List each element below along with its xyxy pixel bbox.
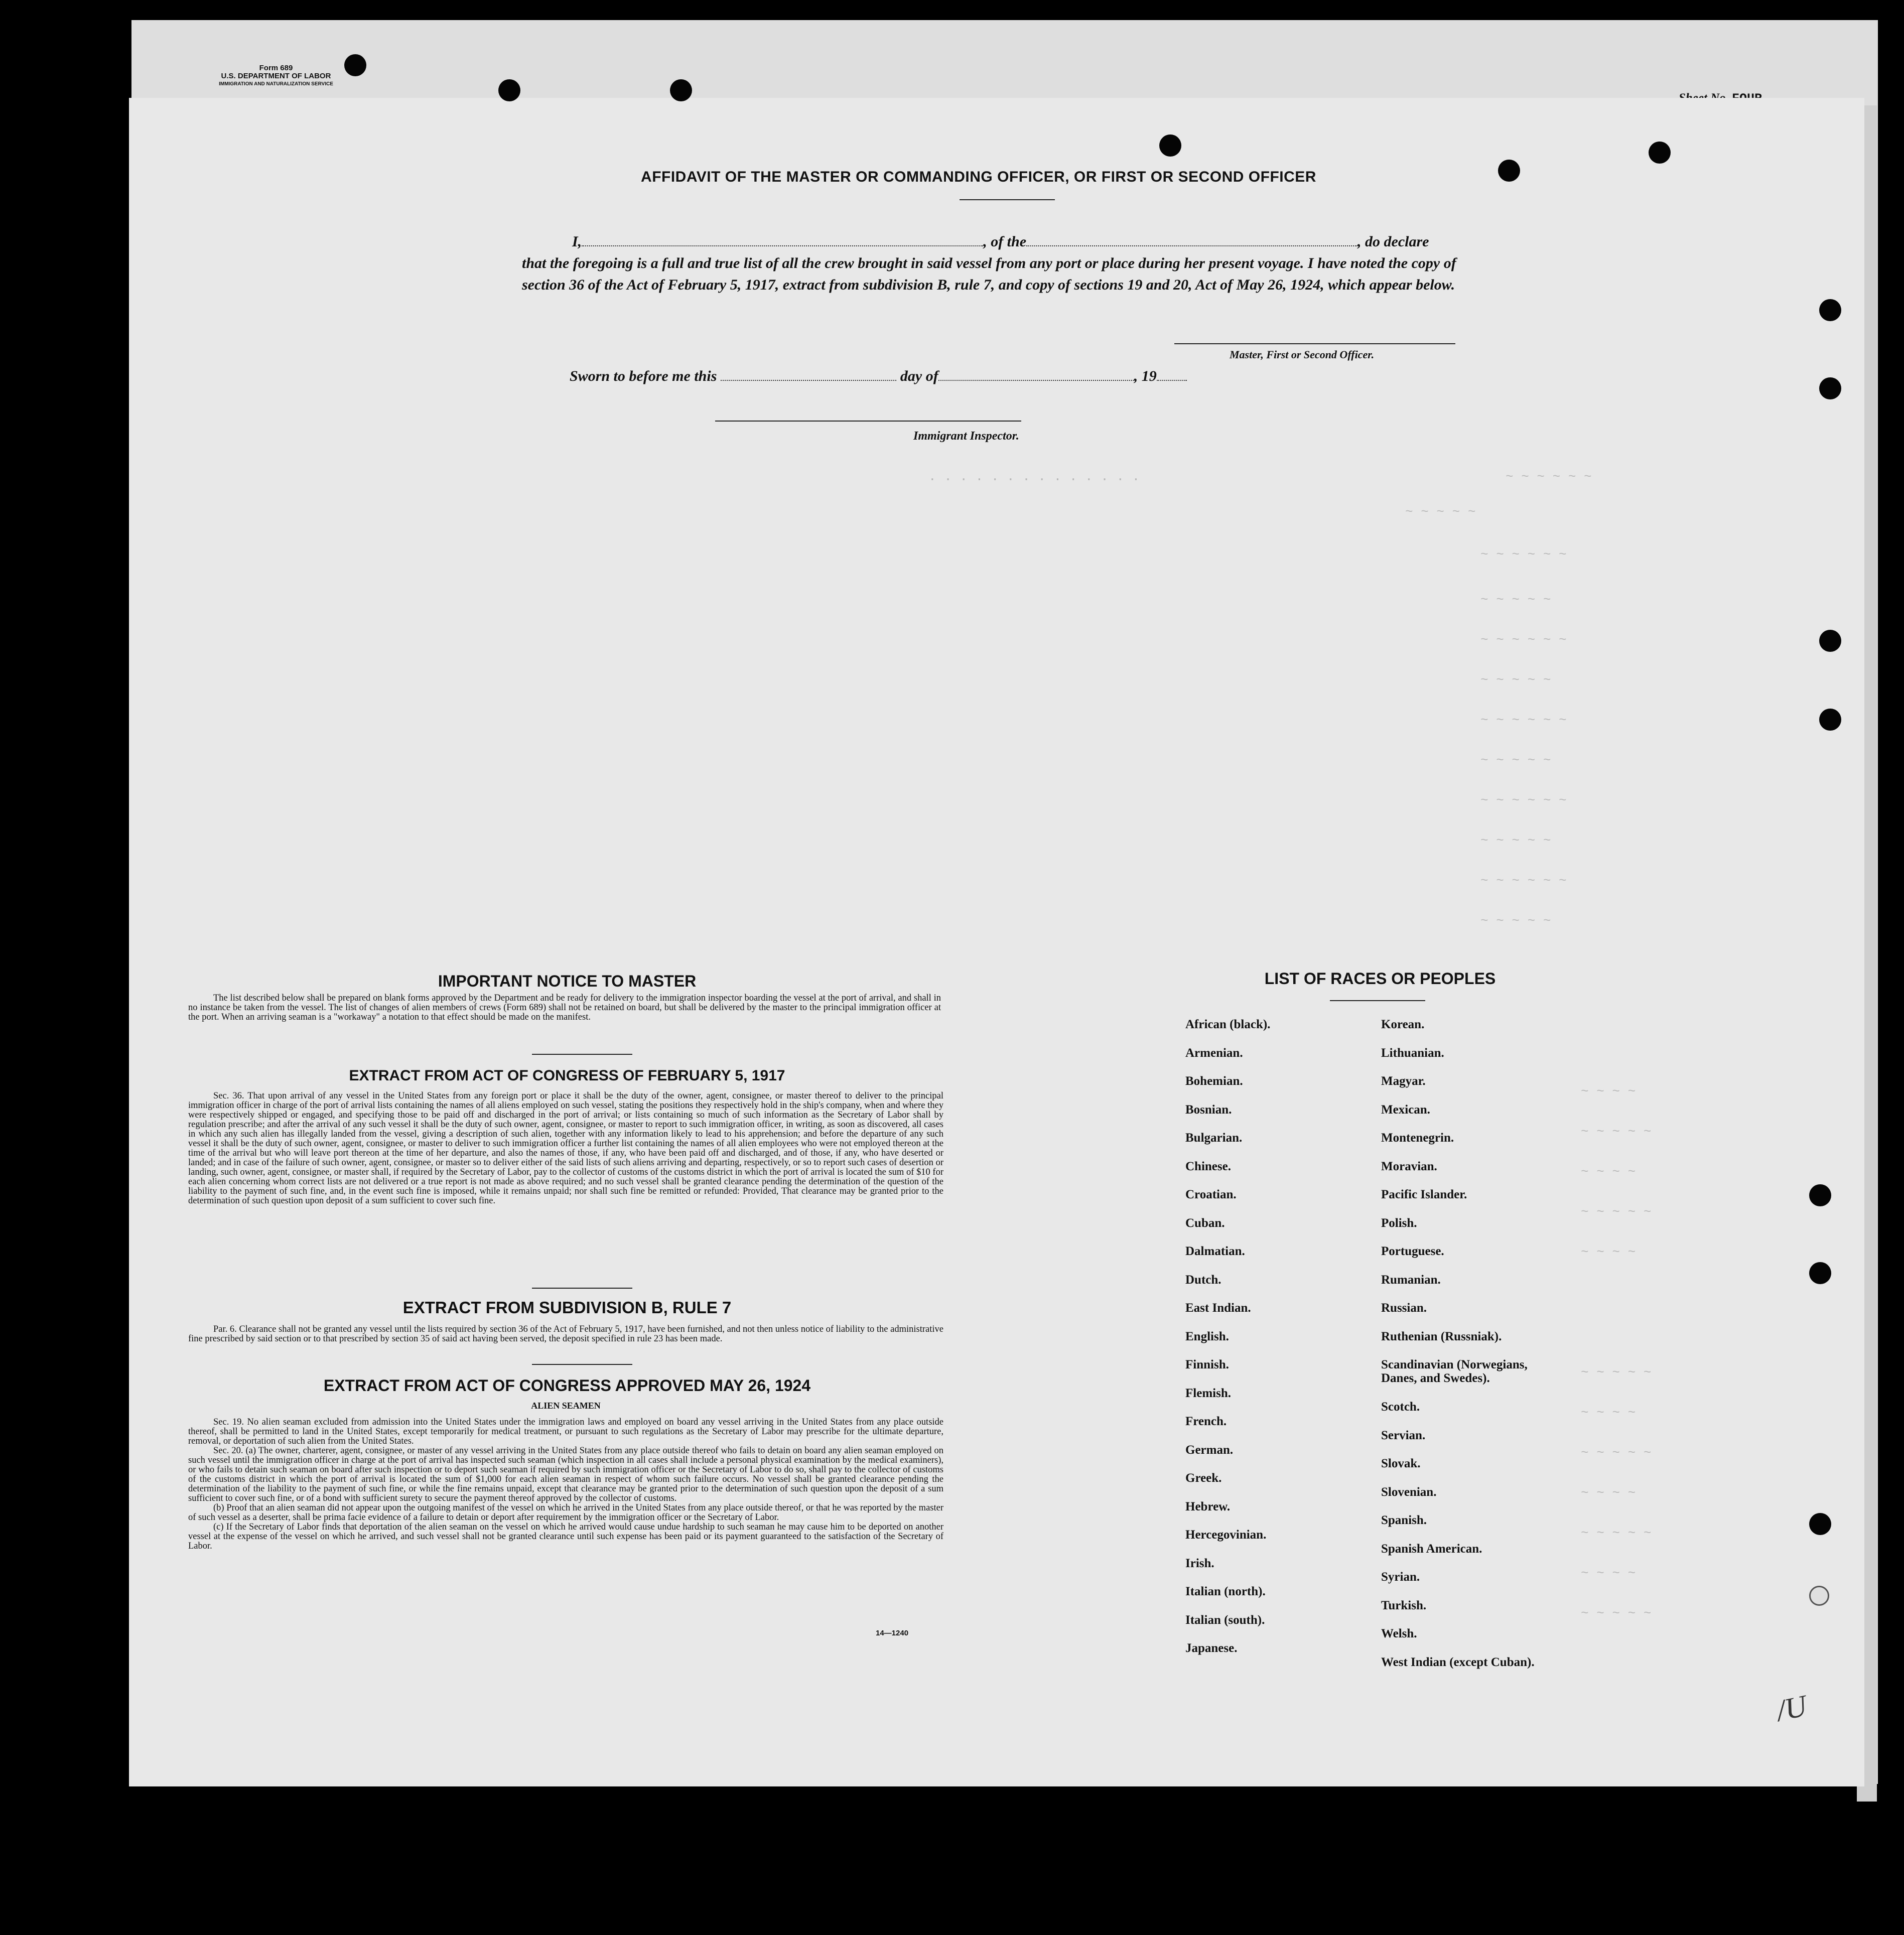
race-item: Slovenian. (1381, 1485, 1437, 1499)
bleed-through-text: ~ ~ ~ ~ ~ ~ (1480, 547, 1567, 562)
race-item: Italian (south). (1185, 1613, 1265, 1627)
race-item: Dalmatian. (1185, 1245, 1245, 1258)
race-item: West Indian (except Cuban). (1381, 1655, 1535, 1669)
race-item: Italian (north). (1185, 1585, 1266, 1598)
race-item: Croatian. (1185, 1188, 1237, 1201)
punch-hole-icon (1809, 1184, 1831, 1206)
race-item: Armenian. (1185, 1046, 1243, 1060)
bleed-through-text: ~ ~ ~ ~ (1581, 1566, 1636, 1581)
section-20b-paragraph: (b) Proof that an alien seaman did not appear upon the outgoing manifest of the vessel on which he arrived in the United States from any place outside thereof, or that he was reported by the master of such vessel as a deserter, shall be prima facie evidence of a failure to detain or deport after requirement by the immigration officer or the Secretary of Labor. (188, 1503, 943, 1523)
race-item: Magyar. (1381, 1074, 1426, 1088)
race-item: Bosnian. (1185, 1102, 1232, 1117)
inspector-signature-line[interactable] (715, 421, 1021, 422)
notice-text (188, 994, 941, 1022)
master-signature-caption: Master, First or Second Officer. (1230, 348, 1375, 361)
declarant-prefix: I, (572, 233, 582, 250)
race-item: Ruthenian (Russniak). (1381, 1329, 1502, 1343)
extract-rule7-text (188, 1325, 943, 1344)
bleed-through-text: ~ ~ ~ ~ ~ (1480, 592, 1551, 607)
race-item: Portuguese. (1381, 1245, 1444, 1258)
form-code: 14—1240 (876, 1629, 909, 1637)
race-item: African (black). (1185, 1018, 1271, 1031)
bleed-through-text: ~ ~ ~ ~ ~ (1405, 504, 1476, 519)
race-item: Lithuanian. (1381, 1046, 1444, 1060)
race-item: Pacific Islander. (1381, 1188, 1467, 1201)
punch-hole-icon (1819, 377, 1841, 399)
form-number: Form 689 (259, 64, 293, 72)
bleed-through-text: ~ ~ ~ ~ ~ (1480, 913, 1551, 928)
declarant-name-field[interactable] (582, 235, 983, 246)
race-item: Turkish. (1381, 1598, 1427, 1612)
sworn-year-field[interactable] (1157, 370, 1187, 381)
bleed-through-text: ~ ~ ~ ~ ~ (1480, 672, 1551, 687)
punch-hole-icon (1809, 1513, 1831, 1535)
bleed-through-text: ~ ~ ~ ~ (1581, 1485, 1636, 1500)
bleed-through-text: ~ ~ ~ ~ ~ (1581, 1124, 1652, 1139)
race-item: Korean. (1381, 1018, 1425, 1031)
punch-hole-icon (1159, 134, 1181, 157)
sworn-prefix: Sworn to before me this (570, 368, 717, 384)
form-header (191, 64, 361, 88)
race-item: Welsh. (1381, 1627, 1417, 1640)
races-title: LIST OF RACES OR PEOPLES (1264, 970, 1496, 988)
race-item: Finnish. (1185, 1358, 1229, 1371)
race-item: Dutch. (1185, 1273, 1221, 1287)
race-item: Greek. (1185, 1471, 1222, 1485)
race-item: East Indian. (1185, 1301, 1251, 1315)
punch-hole-icon (670, 79, 692, 101)
sworn-day-label: day of (900, 368, 938, 384)
bleed-through-text: ~ ~ ~ ~ ~ (1480, 833, 1551, 848)
rule7-paragraph: Par. 6. Clearance shall not be granted any vessel until the lists required by section 36 of the Act of February 5, 1917, have been furnished, and not then unless notice of liability to the administrative fine prescribed by said section or to that prescribed by section 35 of said act having been served, the deposit specified in rule 23 has been made. (188, 1324, 943, 1344)
race-item: Russian. (1381, 1301, 1427, 1315)
section-divider (532, 1364, 632, 1365)
sworn-month-field[interactable] (938, 370, 1134, 381)
bleed-through-text: ~ ~ ~ ~ ~ (1581, 1526, 1652, 1541)
punch-hole-icon (1819, 709, 1841, 731)
punch-hole-icon (1498, 160, 1520, 182)
race-item: Syrian. (1381, 1570, 1420, 1584)
race-item: Hercegovinian. (1185, 1528, 1267, 1542)
notice-paragraph: The list described below shall be prepared on blank forms approved by the Department and be ready for delivery to the immigration inspector boarding the vessel at the port of arrival, and shall in no instance be taken from the vessel. The list of changes of alien members of crews (Form 689) shall not be retained on board, but shall be delivered by the master to the principal immigration officer at the port. When an arriving seaman is a "workaway" a notation to that effect should be made on the manifest. (188, 993, 941, 1022)
bleed-through-text: ~ ~ ~ ~ (1581, 1245, 1636, 1260)
section-19-paragraph: Sec. 19. No alien seaman excluded from admission into the United States under the immigration laws and employed on board any vessel arriving in the United States from any place outside thereof, shall be permitted to land in the United States, except temporarily for medical treatment, or pursuant to such regulations as the Secretary of Labor may prescribe for the ultimate departure, removal, or deportation of such alien from the United States. (188, 1417, 943, 1446)
declaration-first-line (522, 231, 1495, 252)
vessel-name-field[interactable] (1026, 235, 1357, 246)
race-item: Scotch. (1381, 1400, 1420, 1414)
punch-hole-icon (1809, 1262, 1831, 1284)
declaration-body: that the foregoing is a full and true list of all the crew brought in said vessel from any port or place during her present voyage. I have noted the copy of section 36 of the Act of February 5, 1917, extract from subdivision B, rule 7, and copy of sections 19 and 20, Act of May 26, 1924, which appear below. (522, 255, 1456, 293)
punch-hole-icon (1809, 1586, 1829, 1606)
bleed-through-text: ~ ~ ~ ~ (1581, 1164, 1636, 1179)
race-item: Hebrew. (1185, 1499, 1231, 1513)
race-item: Moravian. (1381, 1159, 1437, 1173)
extract-1924-subtitle: ALIEN SEAMEN (531, 1401, 601, 1411)
punch-hole-icon (1819, 299, 1841, 321)
race-item: Spanish. (1381, 1513, 1427, 1527)
race-item: Irish. (1185, 1556, 1214, 1570)
race-item: Polish. (1381, 1216, 1417, 1230)
declarant-of-the: , of the (983, 233, 1027, 250)
race-item: Japanese. (1185, 1641, 1238, 1655)
bleed-through-text: ~ ~ ~ ~ ~ ~ (1506, 469, 1592, 484)
sworn-statement (570, 368, 1187, 385)
race-item: Bohemian. (1185, 1074, 1243, 1088)
races-title-underline (1330, 1000, 1425, 1001)
bleed-through-text: ~ ~ ~ ~ (1581, 1084, 1636, 1099)
inspector-caption: Immigrant Inspector. (913, 430, 1019, 443)
handwritten-mark-icon: /U (1773, 1689, 1810, 1728)
bleed-through-text: ~ ~ ~ ~ ~ (1581, 1445, 1652, 1460)
punch-hole-icon (1649, 142, 1671, 164)
race-item: Bulgarian. (1185, 1131, 1243, 1145)
extract-1924-title: EXTRACT FROM ACT OF CONGRESS APPROVED MAY 26, 1924 (323, 1376, 811, 1395)
race-item: German. (1185, 1443, 1234, 1457)
extract-rule7-title: EXTRACT FROM SUBDIVISION B, RULE 7 (402, 1298, 732, 1317)
section-20a-paragraph: Sec. 20. (a) The owner, charterer, agent, consignee, or master of any vessel arriving in the United States from any place outside thereof who fails to detain on board any alien seaman employed on such vessel until the immigration officer in charge at the port of arrival has inspected such seaman (which inspection in all cases shall include a personal physical examination by the medical examiners), or who fails to detain such seaman on board after such inspection or to deport such seaman if required by such immigration officer or the Secretary of Labor to do so, shall pay to the collector of customs of the customs district in which the port of arrival is located the sum of $1,000 for each alien seaman in respect of whom such failure occurs. No vessel shall be granted clearance pending the determination of the liability to the payment of such fine, or while the fine remains unpaid, except that clearance may be granted prior to the determination of such question upon the deposit of a sum sufficient to cover such fine, or of a bond with sufficient surety to secure the payment thereof approved by the collector of customs. (188, 1446, 943, 1503)
race-item: Scandinavian (Norwegians, Danes, and Swedes). (1381, 1358, 1528, 1385)
title-underline (960, 199, 1055, 200)
bleed-through-text: ~ ~ ~ ~ (1581, 1405, 1636, 1420)
extract-1917-text (188, 1091, 943, 1206)
race-item: Cuban. (1185, 1216, 1225, 1230)
extract-1917-title: EXTRACT FROM ACT OF CONGRESS OF FEBRUARY 5, 1917 (349, 1067, 785, 1084)
bleed-through-text: ~ ~ ~ ~ ~ ~ (1480, 793, 1567, 808)
race-item: Servian. (1381, 1428, 1426, 1442)
bleed-through-text: ~ ~ ~ ~ ~ ~ (1480, 632, 1567, 647)
section-20c-paragraph: (c) If the Secretary of Labor finds that deportation of the alien seaman on the vessel on which he arrived would cause undue hardship to such seaman he may cause him to be deported on another vessel at the expense of the vessel on which he arrived, and such vessel shall not be granted clearance until such expense has been paid or its payment guaranteed to the satisfaction of the Secretary of Labor. (188, 1522, 943, 1551)
extract-1924-text (188, 1418, 943, 1551)
affidavit-title: AFFIDAVIT OF THE MASTER OR COMMANDING OFFICER, OR FIRST OR SECOND OFFICER (641, 169, 1316, 185)
bleed-through-text: ~ ~ ~ ~ ~ (1581, 1365, 1652, 1380)
affidavit-declaration (522, 231, 1495, 296)
race-item: Mexican. (1381, 1102, 1430, 1117)
race-item: French. (1185, 1415, 1227, 1428)
bleed-through-text: ~ ~ ~ ~ ~ (1581, 1204, 1652, 1219)
section-divider (532, 1288, 632, 1289)
race-item: Rumanian. (1381, 1273, 1441, 1287)
race-item: Slovak. (1381, 1457, 1421, 1470)
bleed-through-text: ~ ~ ~ ~ ~ ~ (1480, 873, 1567, 888)
department-name: U.S. DEPARTMENT OF LABOR (221, 72, 331, 80)
notice-title: IMPORTANT NOTICE TO MASTER (438, 972, 697, 990)
declarant-suffix: , do declare (1357, 233, 1429, 250)
bleed-through-text: ~ ~ ~ ~ ~ (1581, 1606, 1652, 1621)
race-item: Chinese. (1185, 1159, 1231, 1173)
punch-hole-icon (1819, 630, 1841, 652)
race-item: Flemish. (1185, 1386, 1231, 1400)
bleed-through-text: . . . . . . . . . . . . . . (928, 469, 1140, 484)
race-item: Spanish American. (1381, 1542, 1482, 1556)
bleed-through-text: ~ ~ ~ ~ ~ (1480, 753, 1551, 768)
service-name: IMMIGRATION AND NATURALIZATION SERVICE (219, 81, 333, 87)
punch-hole-icon (344, 54, 366, 76)
section-divider (532, 1054, 632, 1055)
section-36-paragraph: Sec. 36. That upon arrival of any vessel in the United States from any foreign port or place it shall be the duty of the owner, agent, consignee, or master thereof to deliver to the principal immigration officer in charge of the port of arrival lists containing the names of all aliens employed on such vessel, stating the positions they respectively hold in the ship's company, when and where they were respectively shipped or engaged, and specifying those to be paid off and discharged in the port of arrival; or lists containing so much of such information as the Secretary of Labor shall by regulation prescribe; and after the arrival of any such vessel it shall be the duty of such owner, agent, consignee, or master to report to such immigration officer, in writing, as soon as discovered, all cases in which any such alien has illegally landed from the vessel, giving a description of such alien, together with any information likely to lead to his apprehension; and before the departure of any such vessel it shall be the duty of such owner, agent, consignee, or master to deliver to such immigration officer a further list containing the names of all alien employees who were not employed thereon at the time of the arrival but who will leave port thereon at the time of her departure, and also the names of those, if any, who have been paid off and discharged, and of those, if any, who have deserted or landed; and in case of the failure of such owner, agent, consignee, or master so to deliver either of the said lists of such aliens arriving and departing, respectively, or so to report such cases of desertion or landing, such owner, agent, consignee, or master shall, if required by the Secretary of Labor, pay to the collector of customs of the customs district in which the port of arrival is located the sum of $10 for each alien concerning whom correct lists are not delivered or a true report is not made as above required; and no such vessel shall be granted clearance pending the determination of the question of the liability to the payment of such fine, and, in the event such fine is imposed, while it remains unpaid; nor shall such fine be remitted or refunded: Provided, That clearance may be granted prior to the determination of such question upon deposit of a sum sufficient to cover such fine. (188, 1091, 943, 1206)
bleed-through-text: ~ ~ ~ ~ ~ ~ (1480, 713, 1567, 728)
sworn-year-label: , 19 (1134, 368, 1157, 384)
race-item: English. (1185, 1329, 1229, 1343)
sworn-day-field[interactable] (721, 370, 896, 381)
master-signature-line[interactable] (1174, 343, 1455, 344)
punch-hole-icon (498, 79, 520, 101)
race-item: Montenegrin. (1381, 1131, 1454, 1145)
